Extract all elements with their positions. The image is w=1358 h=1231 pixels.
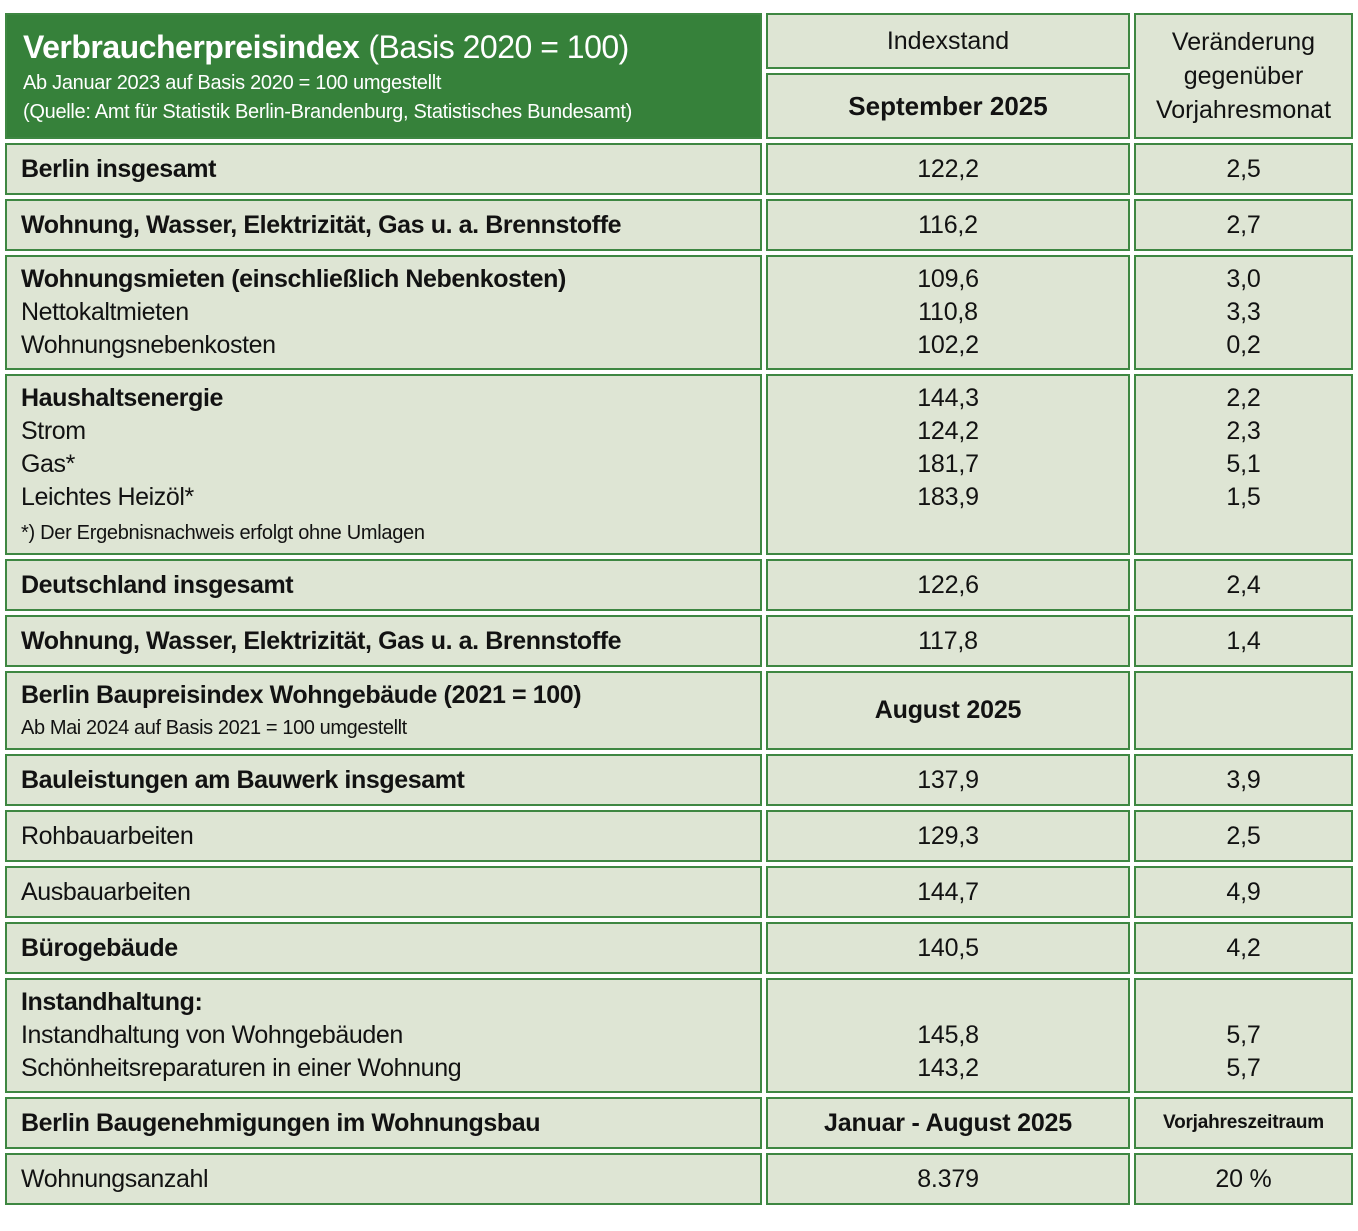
index-value-cell (766, 143, 1130, 195)
change-value: 2,5 (1226, 821, 1261, 850)
index-value: 8.379 (917, 1164, 979, 1193)
index-value: 129,3 (917, 821, 979, 850)
row-label-cell (5, 199, 762, 251)
row-label-cell (5, 615, 762, 667)
index-value: 144,3 (917, 384, 979, 412)
table-subtitle-2: (Quelle: Amt für Statistik Berlin-Brandenburg, Statistisches Bundesamt) (23, 101, 632, 123)
row-label: Strom (21, 417, 86, 445)
index-value-cell (766, 615, 1130, 667)
index-value: 143,2 (917, 1054, 979, 1082)
index-value: 181,7 (917, 450, 979, 478)
change-value: 1,5 (1226, 483, 1261, 511)
change-value-cell (1134, 374, 1353, 555)
row-label-cell (5, 1153, 762, 1205)
index-value: 110,8 (918, 298, 978, 326)
change-value: 2,7 (1226, 210, 1261, 239)
row-label-cell (5, 810, 762, 862)
row-label: Leichtes Heizöl* (21, 483, 194, 511)
change-value: 2,3 (1226, 417, 1261, 445)
row-label: Nettokaltmieten (21, 298, 189, 326)
section-period-cell (766, 671, 1130, 750)
row-label-cell (5, 978, 762, 1093)
row-label: Haushaltsenergie (21, 384, 224, 412)
index-value: 124,2 (917, 417, 979, 445)
row-footnote: *) Der Ergebnisnachweis erfolgt ohne Umlagen (21, 522, 425, 544)
change-value: 3,0 (1226, 265, 1261, 293)
price-index-table (5, 13, 1353, 1205)
row-label-cell (5, 754, 762, 806)
row-label: Wohnung, Wasser, Elektrizität, Gas u. a. Brennstoffe (21, 626, 622, 655)
change-value-cell (1134, 199, 1353, 251)
index-period-label: September 2025 (848, 90, 1048, 121)
section-period-cell (766, 1097, 1130, 1149)
row-label: Rohbauarbeiten (21, 821, 194, 850)
change-value: 4,2 (1226, 933, 1261, 962)
change-column-label: Veränderung gegenüber Vorjahresmonat (1155, 28, 1332, 124)
index-value-cell (766, 199, 1130, 251)
change-value-cell (1134, 922, 1353, 974)
index-value-cell (766, 255, 1130, 370)
section-title: Berlin Baupreisindex Wohngebäude (2021 = 100) (21, 681, 582, 709)
change-value-cell (1134, 1153, 1353, 1205)
index-value: 109,6 (917, 265, 979, 293)
index-value-cell (766, 978, 1130, 1093)
index-value: 137,9 (917, 765, 979, 794)
row-label: Bürogebäude (21, 933, 178, 962)
index-value-cell (766, 559, 1130, 611)
change-value: 5,7 (1226, 1021, 1261, 1049)
section-header-label-cell (5, 1097, 762, 1149)
index-value: 117,8 (918, 626, 978, 655)
row-label: Deutschland insgesamt (21, 570, 294, 599)
row-label: Bauleistungen am Bauwerk insgesamt (21, 765, 465, 794)
change-value: 2,4 (1226, 570, 1261, 599)
change-value: 2,2 (1226, 384, 1261, 412)
index-value-cell (766, 1153, 1130, 1205)
section-period: August 2025 (874, 696, 1022, 724)
change-value: 2,5 (1226, 154, 1261, 183)
change-value: 3,9 (1226, 765, 1261, 794)
index-value-cell (766, 754, 1130, 806)
section-period: Januar - August 2025 (824, 1108, 1072, 1137)
row-label-cell (5, 255, 762, 370)
index-value-cell (766, 810, 1130, 862)
table-title-basis: (Basis 2020 = 100) (368, 29, 629, 65)
change-value-cell (1134, 559, 1353, 611)
change-value-cell (1134, 810, 1353, 862)
row-label: Wohnung, Wasser, Elektrizität, Gas u. a. Brennstoffe (21, 210, 622, 239)
index-column-header (766, 13, 1130, 69)
index-value-cell (766, 922, 1130, 974)
row-label-cell (5, 866, 762, 918)
change-value (1144, 986, 1343, 1019)
row-label: Ausbauarbeiten (21, 877, 191, 906)
row-label: Instandhaltung von Wohngebäuden (21, 1021, 403, 1049)
change-value-cell (1134, 866, 1353, 918)
table-title-cell (5, 13, 762, 139)
row-label: Wohnungsmieten (einschließlich Nebenkosten) (21, 265, 566, 293)
change-value: 4,9 (1226, 877, 1261, 906)
change-value-cell (1134, 754, 1353, 806)
index-value (776, 986, 1120, 1019)
row-label: Wohnungsanzahl (21, 1164, 209, 1193)
section-change-header-cell (1134, 1097, 1353, 1149)
change-value-cell (1134, 978, 1353, 1093)
row-label: Berlin insgesamt (21, 154, 217, 183)
row-label-cell (5, 559, 762, 611)
index-value: 122,6 (917, 570, 979, 599)
index-value: 183,9 (917, 483, 979, 511)
table-title-bold: Verbraucherpreisindex (23, 29, 360, 65)
change-value-cell (1134, 255, 1353, 370)
change-value: 0,2 (1226, 331, 1261, 359)
row-label: Instandhaltung: (21, 988, 203, 1016)
index-value-cell (766, 374, 1130, 555)
change-column-header (1134, 13, 1353, 139)
change-value: 20 % (1215, 1164, 1272, 1193)
row-label-cell (5, 922, 762, 974)
section-header-label-cell (5, 671, 762, 750)
change-value: 5,7 (1226, 1054, 1261, 1082)
change-value: 5,1 (1226, 450, 1261, 478)
index-value: 144,7 (917, 877, 979, 906)
index-period-header (766, 73, 1130, 139)
index-value: 122,2 (917, 154, 979, 183)
row-label-cell (5, 374, 762, 555)
index-value: 140,5 (917, 933, 979, 962)
row-label-cell (5, 143, 762, 195)
row-label: Gas* (21, 450, 75, 478)
table-title (23, 25, 744, 69)
change-value: 1,4 (1226, 626, 1261, 655)
change-value-cell (1134, 143, 1353, 195)
index-value: 116,2 (918, 210, 978, 239)
index-value: 145,8 (917, 1021, 979, 1049)
change-value-cell (1134, 615, 1353, 667)
section-change-header-cell (1134, 671, 1353, 750)
table-subtitle-1: Ab Januar 2023 auf Basis 2020 = 100 umgestellt (23, 72, 442, 94)
section-change-header: Vorjahreszeitraum (1163, 1112, 1324, 1133)
change-value: 3,3 (1226, 298, 1261, 326)
index-column-label: Indexstand (886, 26, 1010, 55)
index-value-cell (766, 866, 1130, 918)
row-label: Wohnungsnebenkosten (21, 331, 276, 359)
section-title: Berlin Baugenehmigungen im Wohnungsbau (21, 1108, 541, 1137)
row-label: Schönheitsreparaturen in einer Wohnung (21, 1054, 462, 1082)
section-subtitle: Ab Mai 2024 auf Basis 2021 = 100 umgestellt (21, 717, 407, 739)
index-value: 102,2 (917, 331, 979, 359)
